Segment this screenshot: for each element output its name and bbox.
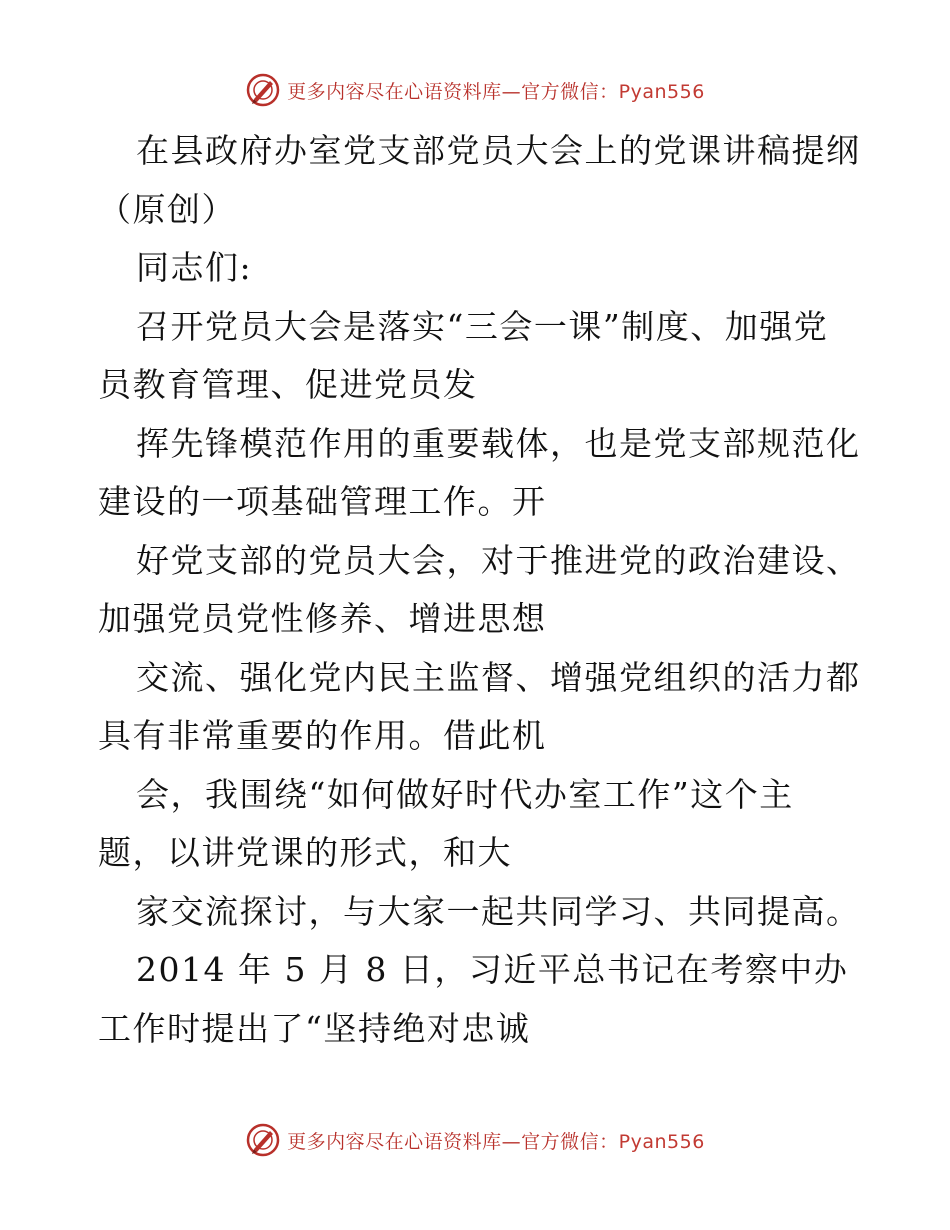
doc-line: 2014 年 5 月 8 日，习近平总书记在考察中办 xyxy=(136,950,849,989)
doc-line: （原创） xyxy=(98,189,236,229)
doc-line: 好党支部的党员大会，对于推进党的政治建设、 xyxy=(136,540,861,580)
doc-line: 题，以讲党课的形式，和大 xyxy=(98,833,512,872)
doc-line: 加强党员党性修养、增进思想 xyxy=(98,599,547,638)
doc-line: 工作时提出了“坚持绝对忠诚 xyxy=(98,1008,531,1048)
document-body xyxy=(98,122,861,1058)
watermark-header xyxy=(0,70,950,110)
watermark-text: 更多内容尽在心语资料库—官方微信：Pyan556 xyxy=(287,1130,705,1153)
doc-line: 建设的一项基础管理工作。开 xyxy=(98,482,547,521)
doc-line: 交流、强化党内民主监督、增强党组织的活力都 xyxy=(136,657,861,697)
doc-line: 会，我围绕“如何做好时代办室工作”这个主 xyxy=(136,774,794,814)
pen-logo-icon xyxy=(245,1122,281,1158)
doc-line: 挥先锋模范作用的重要载体，也是党支部规范化 xyxy=(136,423,861,463)
doc-line: 同志们: xyxy=(136,248,253,287)
watermark-text: 更多内容尽在心语资料库—官方微信：Pyan556 xyxy=(287,80,705,103)
doc-line: 召开党员大会是落实“三会一课”制度、加强党 xyxy=(136,306,829,346)
doc-line: 具有非常重要的作用。借此机 xyxy=(98,716,547,755)
doc-line: 在县政府办室党支部党员大会上的党课讲稿提纲 xyxy=(136,131,861,170)
doc-line: 员教育管理、促进党员发 xyxy=(98,365,478,404)
watermark-footer xyxy=(0,1120,950,1160)
doc-line: 家交流探讨，与大家一起共同学习、共同提高。 xyxy=(136,891,861,931)
pen-logo-icon xyxy=(245,72,281,108)
